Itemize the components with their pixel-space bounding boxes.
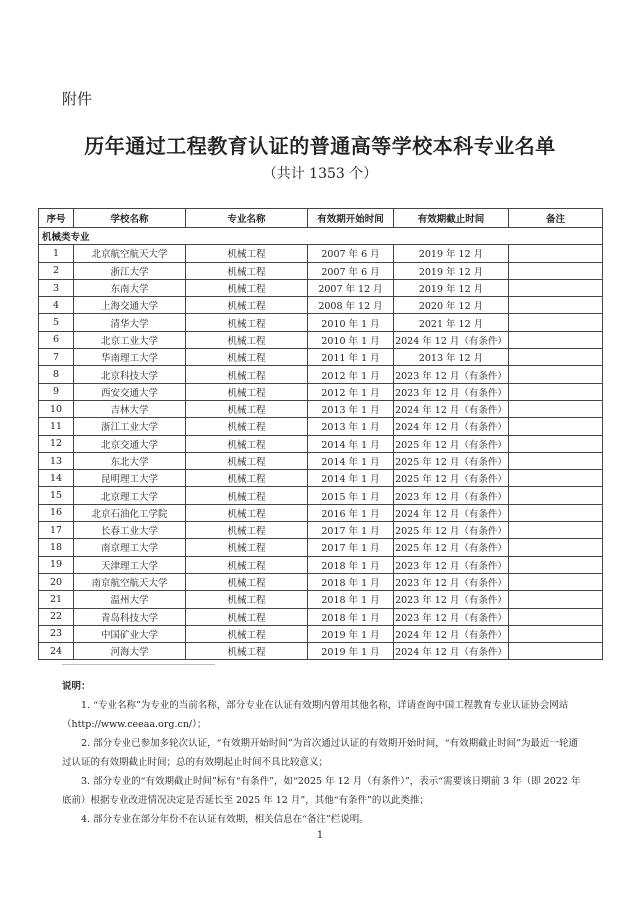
cell-remarks bbox=[509, 470, 603, 487]
cell-end: 2023 年 12 月（有条件） bbox=[394, 487, 509, 504]
cell-school: 长春工业大学 bbox=[74, 522, 186, 539]
cell-major: 机械工程 bbox=[186, 366, 308, 383]
cell-end: 2025 年 12 月（有条件） bbox=[394, 435, 509, 452]
cell-remarks bbox=[509, 366, 603, 383]
cell-end: 2019 年 12 月 bbox=[394, 262, 509, 279]
cell-index: 24 bbox=[39, 643, 74, 660]
cell-start: 2018 年 1 月 bbox=[308, 608, 394, 625]
table-row bbox=[39, 245, 603, 262]
cell-start: 2012 年 1 月 bbox=[308, 383, 394, 400]
cell-remarks bbox=[509, 297, 603, 314]
table-row bbox=[39, 349, 603, 366]
cell-remarks bbox=[509, 314, 603, 331]
cell-end: 2024 年 12 月（有条件） bbox=[394, 331, 509, 348]
cell-end: 2025 年 12 月（有条件） bbox=[394, 522, 509, 539]
cell-end: 2025 年 12 月（有条件） bbox=[394, 470, 509, 487]
cell-end: 2023 年 12 月（有条件） bbox=[394, 383, 509, 400]
cell-end: 2024 年 12 月（有条件） bbox=[394, 643, 509, 660]
cell-end: 2019 年 12 月 bbox=[394, 245, 509, 262]
header-start: 有效期开始时间 bbox=[308, 209, 394, 228]
cell-school: 东北大学 bbox=[74, 452, 186, 469]
cell-start: 2011 年 1 月 bbox=[308, 349, 394, 366]
note-item: 1. “专业名称”为专业的当前名称，部分专业在认证有效期内曾用其他名称，详请查询中国工程教育专业认证协会网站（http://www.ceeaa.org.cn/）； bbox=[62, 700, 569, 730]
cell-remarks bbox=[509, 573, 603, 590]
cell-start: 2012 年 1 月 bbox=[308, 366, 394, 383]
cell-major: 机械工程 bbox=[186, 400, 308, 417]
table-row bbox=[39, 573, 603, 590]
cell-index: 3 bbox=[39, 279, 74, 296]
table-row bbox=[39, 279, 603, 296]
cell-remarks bbox=[509, 400, 603, 417]
cell-school: 吉林大学 bbox=[74, 400, 186, 417]
cell-index: 21 bbox=[39, 591, 74, 608]
cell-start: 2017 年 1 月 bbox=[308, 539, 394, 556]
cell-remarks bbox=[509, 452, 603, 469]
cell-major: 机械工程 bbox=[186, 573, 308, 590]
cell-remarks bbox=[509, 418, 603, 435]
table-row bbox=[39, 625, 603, 642]
cell-index: 13 bbox=[39, 452, 74, 469]
cell-start: 2007 年 6 月 bbox=[308, 262, 394, 279]
header-school: 学校名称 bbox=[74, 209, 186, 228]
cell-start: 2019 年 1 月 bbox=[308, 625, 394, 642]
cell-school: 华南理工大学 bbox=[74, 349, 186, 366]
cell-school: 北京石油化工学院 bbox=[74, 504, 186, 521]
cell-major: 机械工程 bbox=[186, 539, 308, 556]
cell-end: 2024 年 12 月（有条件） bbox=[394, 504, 509, 521]
cell-school: 中国矿业大学 bbox=[74, 625, 186, 642]
cell-index: 5 bbox=[39, 314, 74, 331]
cell-school: 温州大学 bbox=[74, 591, 186, 608]
cell-remarks bbox=[509, 556, 603, 573]
cell-start: 2007 年 12 月 bbox=[308, 279, 394, 296]
cell-start: 2010 年 1 月 bbox=[308, 331, 394, 348]
cell-end: 2023 年 12 月（有条件） bbox=[394, 556, 509, 573]
cell-remarks bbox=[509, 522, 603, 539]
cell-major: 机械工程 bbox=[186, 608, 308, 625]
attachment-label: 附件 bbox=[62, 90, 93, 108]
cell-start: 2014 年 1 月 bbox=[308, 435, 394, 452]
cell-remarks bbox=[509, 349, 603, 366]
cell-end: 2025 年 12 月（有条件） bbox=[394, 539, 509, 556]
cell-index: 23 bbox=[39, 625, 74, 642]
cell-index: 11 bbox=[39, 418, 74, 435]
cell-remarks bbox=[509, 383, 603, 400]
cell-school: 北京航空航天大学 bbox=[74, 245, 186, 262]
cell-major: 机械工程 bbox=[186, 487, 308, 504]
cell-end: 2021 年 12 月 bbox=[394, 314, 509, 331]
cell-end: 2023 年 12 月（有条件） bbox=[394, 608, 509, 625]
cell-index: 20 bbox=[39, 573, 74, 590]
page-number: 1 bbox=[316, 830, 324, 841]
note-item: 4. 部分专业在部分年份不在认证有效期，相关信息在“备注”栏说明。 bbox=[81, 814, 369, 825]
cell-index: 16 bbox=[39, 504, 74, 521]
cell-remarks bbox=[509, 625, 603, 642]
cell-school: 上海交通大学 bbox=[74, 297, 186, 314]
cell-school: 浙江工业大学 bbox=[74, 418, 186, 435]
cell-school: 西安交通大学 bbox=[74, 383, 186, 400]
cell-school: 北京理工大学 bbox=[74, 487, 186, 504]
cell-school: 河海大学 bbox=[74, 643, 186, 660]
cell-major: 机械工程 bbox=[186, 435, 308, 452]
cell-remarks bbox=[509, 435, 603, 452]
cell-school: 昆明理工大学 bbox=[74, 470, 186, 487]
table-row bbox=[39, 331, 603, 348]
table-row bbox=[39, 556, 603, 573]
cell-end: 2023 年 12 月（有条件） bbox=[394, 573, 509, 590]
cell-major: 机械工程 bbox=[186, 418, 308, 435]
cell-school: 北京交通大学 bbox=[74, 435, 186, 452]
cell-index: 19 bbox=[39, 556, 74, 573]
cell-school: 南京航空航天大学 bbox=[74, 573, 186, 590]
cell-remarks bbox=[509, 262, 603, 279]
cell-remarks bbox=[509, 245, 603, 262]
cell-index: 12 bbox=[39, 435, 74, 452]
cell-major: 机械工程 bbox=[186, 591, 308, 608]
table-row bbox=[39, 591, 603, 608]
cell-index: 14 bbox=[39, 470, 74, 487]
cell-start: 2013 年 1 月 bbox=[308, 400, 394, 417]
cell-end: 2024 年 12 月（有条件） bbox=[394, 418, 509, 435]
notes-heading: 说明： bbox=[62, 681, 91, 692]
cell-major: 机械工程 bbox=[186, 556, 308, 573]
cell-remarks bbox=[509, 643, 603, 660]
cell-start: 2010 年 1 月 bbox=[308, 314, 394, 331]
cell-major: 机械工程 bbox=[186, 383, 308, 400]
cell-remarks bbox=[509, 591, 603, 608]
cell-start: 2014 年 1 月 bbox=[308, 452, 394, 469]
cell-start: 2018 年 1 月 bbox=[308, 573, 394, 590]
cell-index: 8 bbox=[39, 366, 74, 383]
table-row bbox=[39, 487, 603, 504]
cell-major: 机械工程 bbox=[186, 297, 308, 314]
cell-end: 2023 年 12 月（有条件） bbox=[394, 591, 509, 608]
cell-school: 东南大学 bbox=[74, 279, 186, 296]
cell-major: 机械工程 bbox=[186, 504, 308, 521]
cell-school: 青岛科技大学 bbox=[74, 608, 186, 625]
cell-index: 9 bbox=[39, 383, 74, 400]
cell-index: 10 bbox=[39, 400, 74, 417]
document-title: 历年通过工程教育认证的普通高等学校本科专业名单 bbox=[84, 134, 556, 158]
cell-start: 2019 年 1 月 bbox=[308, 643, 394, 660]
cell-index: 2 bbox=[39, 262, 74, 279]
cell-major: 机械工程 bbox=[186, 643, 308, 660]
cell-end: 2024 年 12 月（有条件） bbox=[394, 400, 509, 417]
document-subtitle: （共计 1353 个） bbox=[262, 166, 378, 182]
cell-major: 机械工程 bbox=[186, 279, 308, 296]
cell-start: 2015 年 1 月 bbox=[308, 487, 394, 504]
table-row bbox=[39, 643, 603, 660]
table-row bbox=[39, 608, 603, 625]
cell-index: 6 bbox=[39, 331, 74, 348]
cell-start: 2007 年 6 月 bbox=[308, 245, 394, 262]
table-row bbox=[39, 297, 603, 314]
table-row bbox=[39, 314, 603, 331]
table-row bbox=[39, 418, 603, 435]
table-row bbox=[39, 262, 603, 279]
cell-remarks bbox=[509, 539, 603, 556]
cell-index: 22 bbox=[39, 608, 74, 625]
cell-major: 机械工程 bbox=[186, 349, 308, 366]
table-row bbox=[39, 522, 603, 539]
note-item: 2. 部分专业已参加多轮次认证，“有效期开始时间”为首次通过认证的有效期开始时间，“有效期截止时间”为最近一轮通过认证的有效期截止时间；总的有效期起止时间不具比较意义； bbox=[62, 738, 579, 768]
cell-index: 1 bbox=[39, 245, 74, 262]
cell-school: 北京工业大学 bbox=[74, 331, 186, 348]
cell-index: 7 bbox=[39, 349, 74, 366]
table-row bbox=[39, 470, 603, 487]
cell-remarks bbox=[509, 487, 603, 504]
cell-major: 机械工程 bbox=[186, 331, 308, 348]
cell-school: 天津理工大学 bbox=[74, 556, 186, 573]
cell-start: 2018 年 1 月 bbox=[308, 591, 394, 608]
cell-school: 浙江大学 bbox=[74, 262, 186, 279]
cell-end: 2020 年 12 月 bbox=[394, 297, 509, 314]
table-row bbox=[39, 400, 603, 417]
cell-major: 机械工程 bbox=[186, 522, 308, 539]
cell-start: 2008 年 12 月 bbox=[308, 297, 394, 314]
header-index: 序号 bbox=[39, 209, 74, 228]
cell-end: 2013 年 12 月 bbox=[394, 349, 509, 366]
cell-school: 北京科技大学 bbox=[74, 366, 186, 383]
cell-end: 2023 年 12 月（有条件） bbox=[394, 366, 509, 383]
cell-remarks bbox=[509, 608, 603, 625]
cell-major: 机械工程 bbox=[186, 625, 308, 642]
table-row bbox=[39, 366, 603, 383]
cell-index: 17 bbox=[39, 522, 74, 539]
header-remarks: 备注 bbox=[509, 209, 603, 228]
note-item: 3. 部分专业的“有效期截止时间”标有“有条件”，如“2025 年 12 月（有条件）”，表示“需要该日期前 3 年（即 2022 年底前）根据专业改进情况决定是否延长至 2025 年 12 月”，其他“有条件”的以此类推； bbox=[62, 776, 581, 806]
table-row bbox=[39, 539, 603, 556]
table-row bbox=[39, 504, 603, 521]
cell-index: 18 bbox=[39, 539, 74, 556]
cell-remarks bbox=[509, 331, 603, 348]
category-row bbox=[39, 228, 603, 245]
cell-school: 南京理工大学 bbox=[74, 539, 186, 556]
table-row bbox=[39, 452, 603, 469]
cell-major: 机械工程 bbox=[186, 245, 308, 262]
category-label: 机械类专业 bbox=[39, 228, 603, 245]
cell-start: 2018 年 1 月 bbox=[308, 556, 394, 573]
table-header-row bbox=[39, 209, 603, 228]
cell-start: 2016 年 1 月 bbox=[308, 504, 394, 521]
cell-major: 机械工程 bbox=[186, 314, 308, 331]
cell-end: 2024 年 12 月（有条件） bbox=[394, 625, 509, 642]
cell-start: 2017 年 1 月 bbox=[308, 522, 394, 539]
cell-remarks bbox=[509, 279, 603, 296]
header-end: 有效期截止时间 bbox=[394, 209, 509, 228]
cell-major: 机械工程 bbox=[186, 452, 308, 469]
cell-remarks bbox=[509, 504, 603, 521]
cell-index: 15 bbox=[39, 487, 74, 504]
cell-end: 2025 年 12 月（有条件） bbox=[394, 452, 509, 469]
cell-major: 机械工程 bbox=[186, 262, 308, 279]
notes-section bbox=[62, 677, 582, 829]
cell-start: 2014 年 1 月 bbox=[308, 470, 394, 487]
cell-start: 2013 年 1 月 bbox=[308, 418, 394, 435]
cell-end: 2019 年 12 月 bbox=[394, 279, 509, 296]
table-row bbox=[39, 435, 603, 452]
footnote-divider bbox=[62, 664, 215, 665]
accreditation-table bbox=[38, 208, 603, 660]
cell-school: 清华大学 bbox=[74, 314, 186, 331]
cell-major: 机械工程 bbox=[186, 470, 308, 487]
header-major: 专业名称 bbox=[186, 209, 308, 228]
table-row bbox=[39, 383, 603, 400]
cell-index: 4 bbox=[39, 297, 74, 314]
